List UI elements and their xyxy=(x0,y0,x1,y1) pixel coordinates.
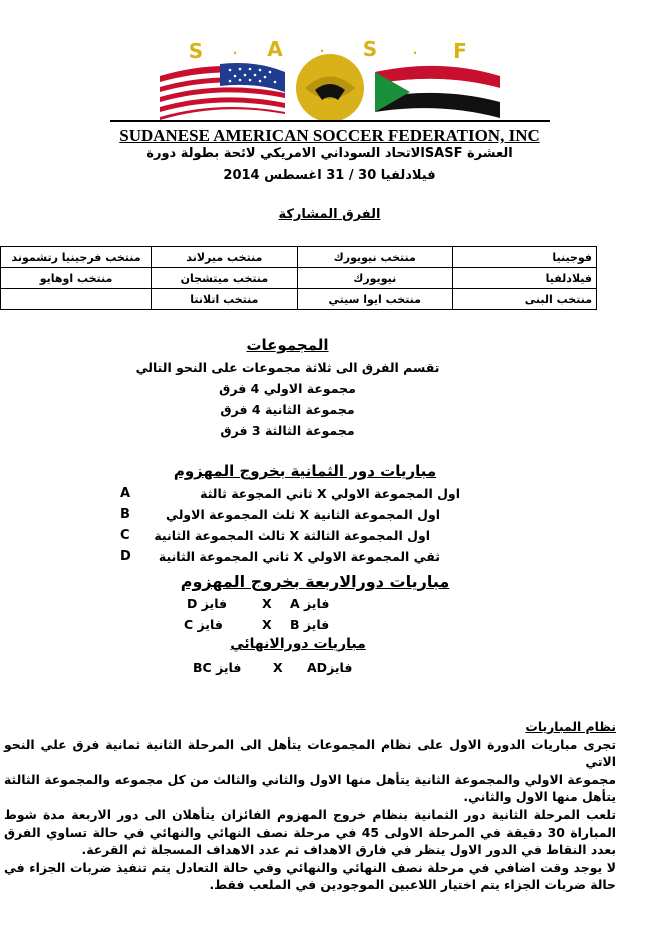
system-title: نظام المباريات xyxy=(525,719,616,734)
system-paragraph: مجموعة الاولي والمجموعة الثانية يتأهل منها الاول والثاني والثالث من كل مجموعه والمجموعة الثالثة يتأهل منها الاول والثاني. xyxy=(4,771,616,805)
system-paragraph: تلعب المرحلة الثانية دور الثمانية بنظام خروج المهزوم الفائزان يتأهلان الى دور الاربعة مدة شوط المباراة 30 دقيقة في المرحلة الاولى 45 في مرحلة نصف النهائي والنهائي في حالة تساوي الفرق بعدد النقاط في الدور الاول ينظر في فارق الاهداف ثم عدد الاهداف المسجلة ثم القرعة. xyxy=(4,806,616,858)
svg-text:S: S xyxy=(362,40,378,61)
semifinal-x: X xyxy=(262,596,272,611)
svg-text:.: . xyxy=(412,43,418,57)
match-text: اول المجموعة الاولي X ثاني المجوعة ثالثة xyxy=(200,486,460,501)
federation-name: SUDANESE AMERICAN SOCCER FEDERATION, INC xyxy=(119,126,540,145)
svg-text:A: A xyxy=(267,40,283,61)
match-text: اول المجموعة الثالثة X ثالث المجموعة الثانية xyxy=(154,528,430,543)
team-cell: منتخب البنى xyxy=(452,289,596,310)
table-row xyxy=(1,247,597,268)
semifinals-title: مباريات دورالاربعة بخروج المهزوم xyxy=(180,572,450,591)
team-cell xyxy=(1,289,152,310)
team-cell: نيويورك xyxy=(297,268,452,289)
team-cell: منتخب اوهايو xyxy=(1,268,152,289)
team-cell: منتخب نيويورك xyxy=(297,247,452,268)
system-paragraph: تجرى مباريات الدورة الاول على نظام المجموعات يتأهل الى المرحلة الثانية ثمانية فرق علي النحو الاتي xyxy=(4,736,616,770)
team-cell: منتخب ميتشجان xyxy=(152,268,298,289)
match-row xyxy=(120,549,440,564)
group-item: مجموعة الثانية 4 فرق xyxy=(220,402,355,417)
semifinal-right: A فايز xyxy=(290,596,330,611)
team-cell: منتخب فرجينيا رتشموند xyxy=(1,247,152,268)
header-rule xyxy=(110,120,550,122)
system-paragraph: لا يوجد وقت اضافي في مرحلة نصف النهائي والنهائي وفي حالة التعادل يتم تنفيذ ضربات الجزاء في حالة ضربات الجزاء يتم اختيار اللاعبين الموجودين في الملعب فقط. xyxy=(4,859,616,893)
teams-table xyxy=(0,246,597,310)
match-letter: C xyxy=(120,528,130,543)
final-title: مباريات دورالانهائي xyxy=(230,636,366,652)
match-letter: B xyxy=(120,507,130,522)
us-flag-wing xyxy=(160,63,285,120)
table-row xyxy=(1,289,597,310)
svg-text:.: . xyxy=(232,43,238,57)
team-cell: منتخب ميرلاند xyxy=(152,247,298,268)
match-row xyxy=(120,507,440,522)
semifinal-right: B فايز xyxy=(290,617,330,632)
team-cell: فيلادلفيا xyxy=(452,268,596,289)
match-text: اول المجموعة الثانية X ثلث المجموعة الاولي xyxy=(166,507,440,522)
groups-intro: تقسم الفرق الى ثلاثة مجموعات على النحو التالي xyxy=(135,360,440,375)
quarterfinals-title: مباريات دور الثمانية بخروج المهزوم xyxy=(173,462,437,480)
groups-title: المجموعات xyxy=(246,336,329,354)
tournament-subtitle: العشرة SASFالاتحاد السوداني الامريكي لائحة بطولة دورة xyxy=(146,146,513,161)
svg-text:S: S xyxy=(188,40,204,63)
svg-text:.: . xyxy=(319,41,325,55)
match-text: ثقي المجموعة الاولي X ثاني المجموعة الثانية xyxy=(158,549,440,564)
match-row xyxy=(120,528,430,543)
match-letter: A xyxy=(120,486,131,501)
match-letter: D xyxy=(120,549,131,564)
semifinal-left: D فايز xyxy=(187,596,228,611)
group-item: مجموعة الاولي 4 فرق xyxy=(219,381,356,396)
group-item: مجموعة الثالثة 3 فرق xyxy=(220,423,355,438)
tournament-date: فيلادلفيا 30 / 31 اغسطس 2014 xyxy=(223,168,436,183)
final-right: ADفايز xyxy=(307,660,353,675)
team-cell: منتخب اتلانتا xyxy=(152,289,298,310)
sudan-flag-wing xyxy=(375,66,500,118)
sasf-logo xyxy=(110,40,550,120)
final-x: X xyxy=(273,660,283,675)
team-cell: منتخب ايوا سيتي xyxy=(297,289,452,310)
match-row xyxy=(120,486,460,501)
teams-title: الفرق المشاركة xyxy=(278,207,381,222)
team-cell: فوجينيا xyxy=(452,247,596,268)
match-system xyxy=(4,718,616,894)
final-left: BC فايز xyxy=(193,660,242,675)
table-row xyxy=(1,268,597,289)
semifinal-left: C فايز xyxy=(184,617,223,632)
semifinal-x: X xyxy=(262,617,272,632)
soccer-ball-icon xyxy=(296,54,364,120)
svg-text:F: F xyxy=(453,40,467,63)
